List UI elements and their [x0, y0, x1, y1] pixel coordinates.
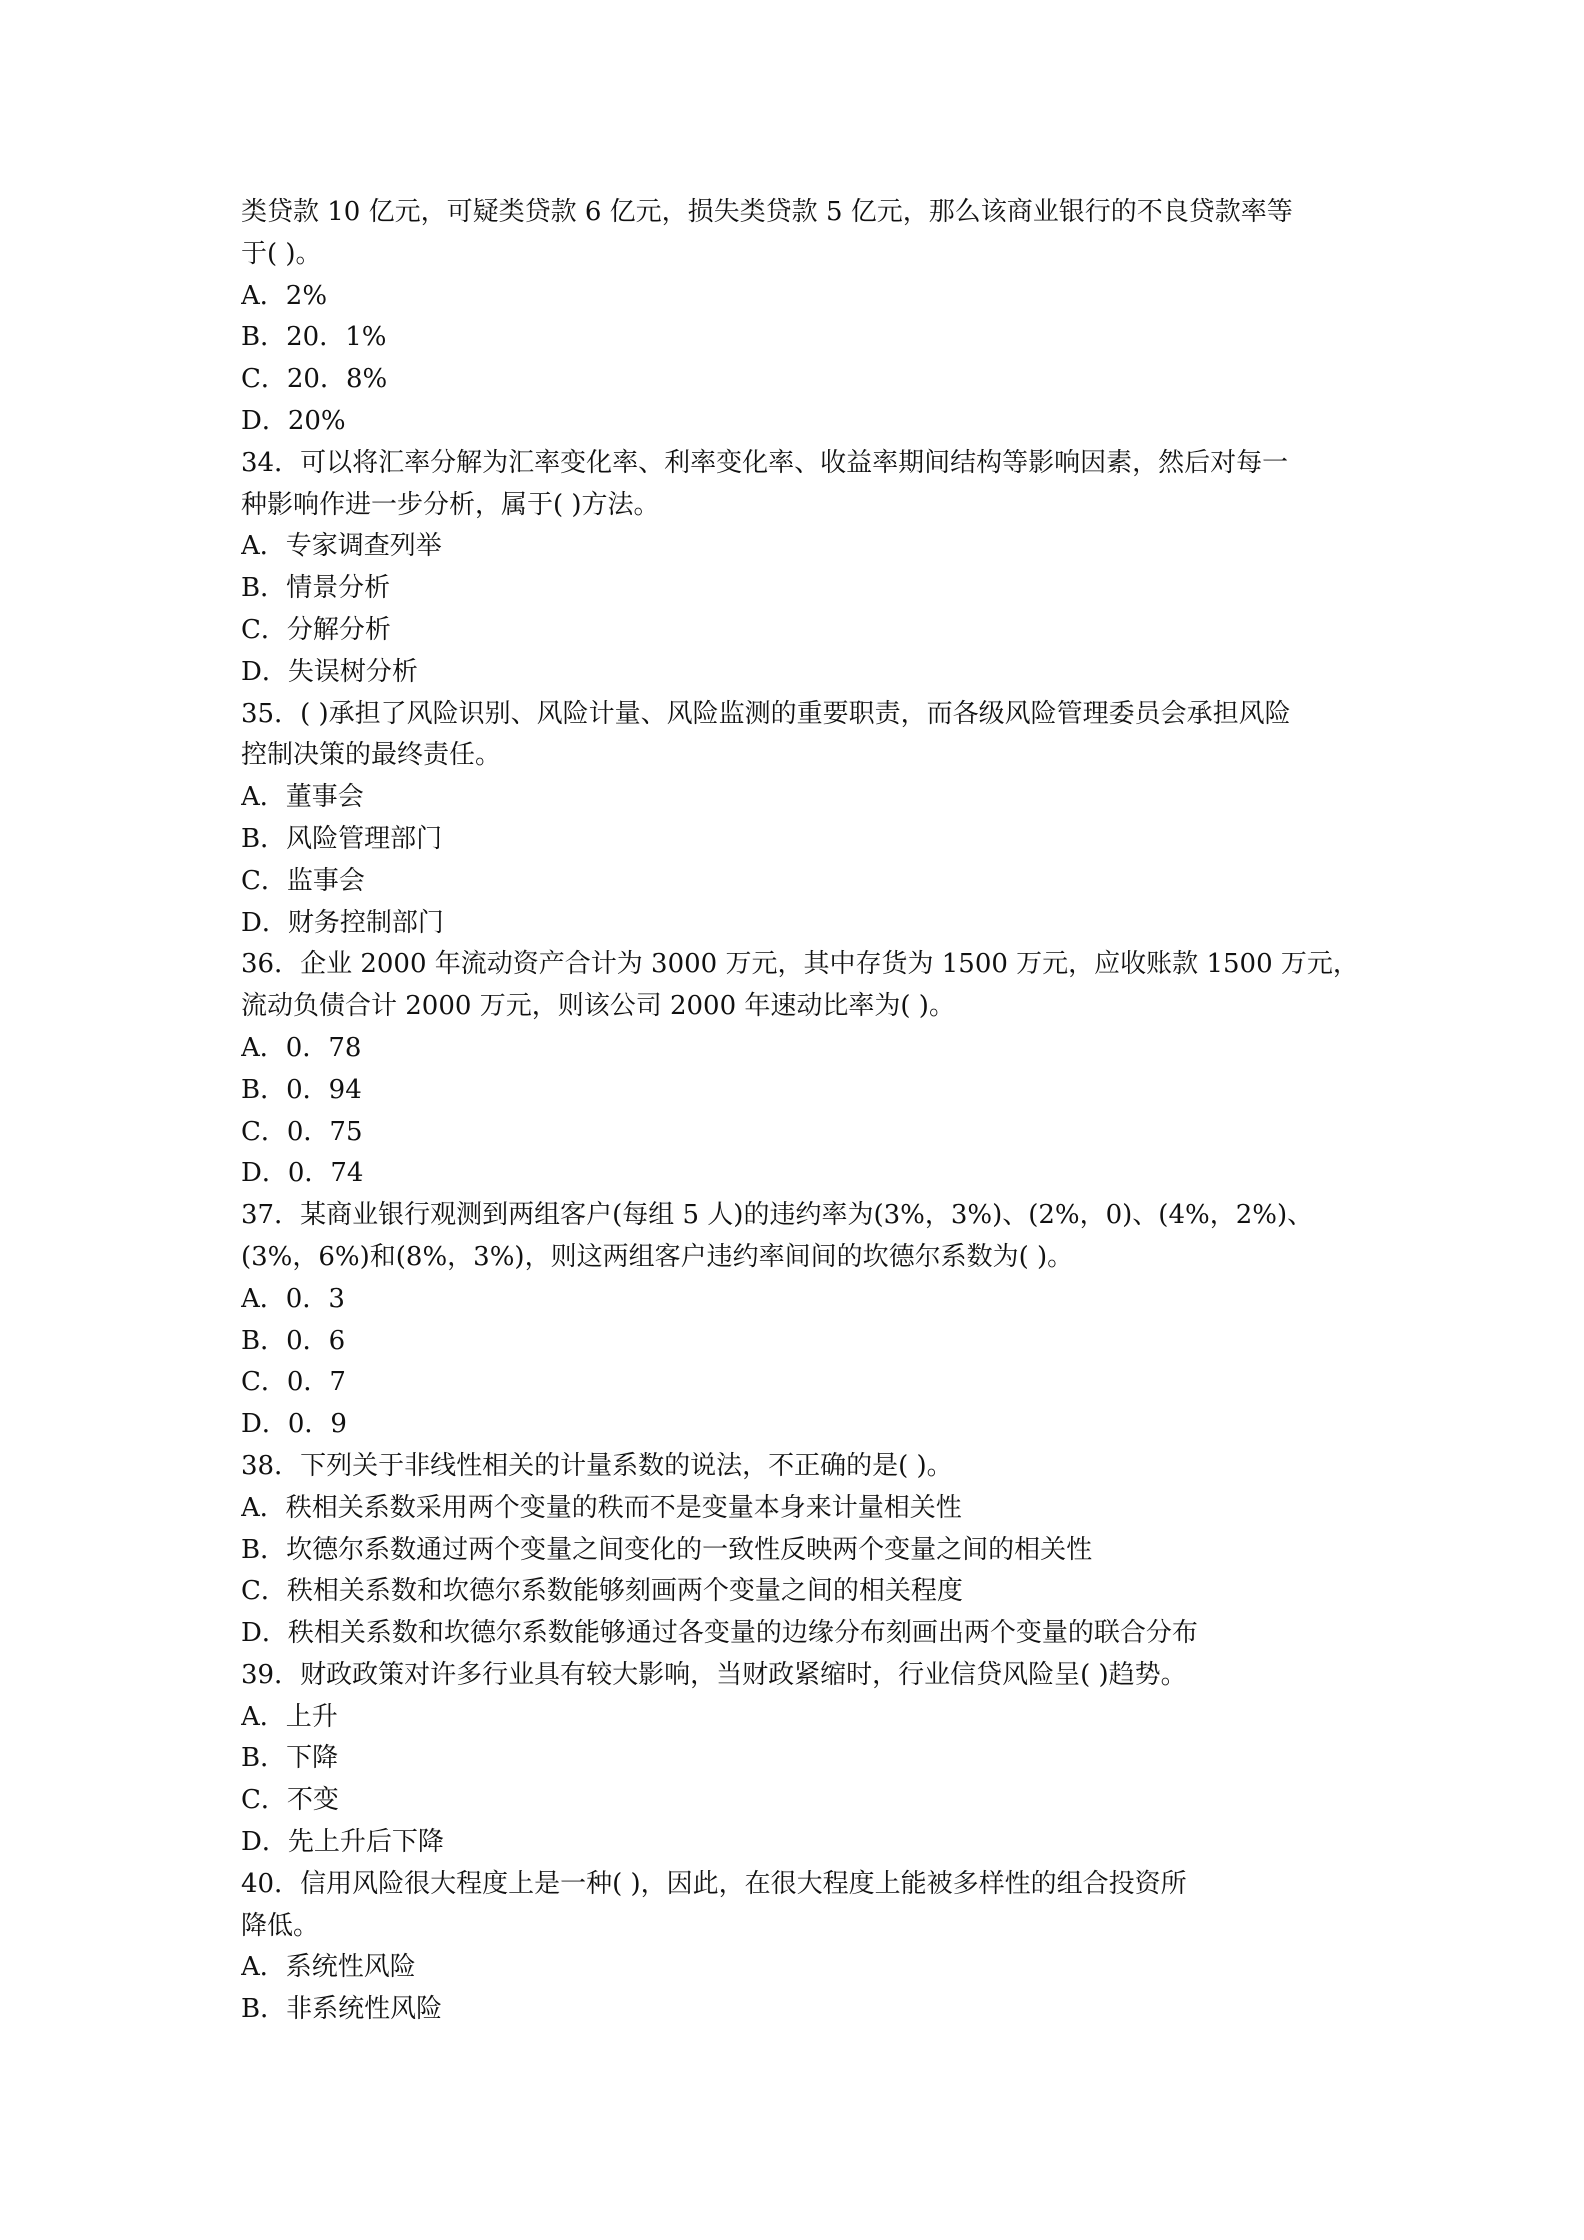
question-line: 34．可以将汇率分解为汇率变化率、利率变化率、收益率期间结构等影响因素，然后对每一: [241, 447, 1289, 478]
option-line: C．不变: [241, 1785, 339, 1816]
option-line: D．20%: [241, 405, 346, 436]
option-line: B．坎德尔系数通过两个变量之间变化的一致性反映两个变量之间的相关性: [241, 1534, 1093, 1565]
question-line: 36．企业 2000 年流动资产合计为 3000 万元，其中存货为 1500 万元，应收账款 1500 万元，: [241, 949, 1359, 980]
option-line: C．秩相关系数和坎德尔系数能够刻画两个变量之间的相关程度: [241, 1576, 963, 1607]
option-line: C．0．75: [241, 1116, 363, 1147]
option-line: B．0．6: [241, 1325, 346, 1356]
option-line: D．失误树分析: [241, 656, 418, 687]
option-line: C．分解分析: [241, 614, 391, 645]
text-line: 降低。: [241, 1910, 320, 1941]
option-line: A．董事会: [241, 782, 364, 813]
option-line: B．风险管理部门: [241, 823, 443, 854]
text-line: 种影响作进一步分析，属于( )方法。: [241, 489, 660, 520]
option-line: C．20．8%: [241, 364, 388, 395]
text-line: 控制决策的最终责任。: [241, 740, 502, 771]
option-line: A．系统性风险: [241, 1952, 416, 1983]
option-line: B．非系统性风险: [241, 1994, 443, 2025]
option-line: D．0．9: [241, 1409, 347, 1440]
option-line: B．0．94: [241, 1074, 362, 1105]
question-line: 40．信用风险很大程度上是一种( )，因此，在很大程度上能被多样性的组合投资所: [241, 1868, 1187, 1899]
option-line: A．专家调查列举: [241, 531, 442, 562]
question-line: 39．财政政策对许多行业具有较大影响，当财政紧缩时，行业信贷风险呈( )趋势。: [241, 1659, 1187, 1690]
text-line: 于( )。: [241, 238, 322, 269]
text-line: 流动负债合计 2000 万元，则该公司 2000 年速动比率为( )。: [241, 991, 955, 1022]
option-line: C．监事会: [241, 865, 365, 896]
text-line: (3%，6%)和(8%，3%)，则这两组客户违约率间间的坎德尔系数为( )。: [241, 1241, 1074, 1272]
question-line: 38．下列关于非线性相关的计量系数的说法，不正确的是( )。: [241, 1450, 953, 1481]
option-line: A．0．78: [241, 1032, 362, 1063]
question-line: 35．( )承担了风险识别、风险计量、风险监测的重要职责，而各级风险管理委员会承担风险: [241, 698, 1291, 729]
option-line: A．上升: [241, 1701, 338, 1732]
option-line: B．情景分析: [241, 573, 391, 604]
option-line: D．0．74: [241, 1158, 364, 1189]
option-line: C．0．7: [241, 1367, 346, 1398]
option-line: A．0．3: [241, 1283, 345, 1314]
document-page: [241, 192, 1361, 2031]
text-line: 类贷款 10 亿元，可疑类贷款 6 亿元，损失类贷款 5 亿元，那么该商业银行的不良贷款率等: [241, 197, 1293, 227]
option-line: D．先上升后下降: [241, 1827, 444, 1858]
option-line: D．财务控制部门: [241, 907, 444, 938]
option-line: B．20．1%: [241, 322, 387, 353]
option-line: A．2%: [241, 280, 328, 311]
question-line: 37．某商业银行观测到两组客户(每组 5 人)的违约率为(3%，3%)、(2%，0)、(4%，2%)、: [241, 1200, 1314, 1231]
option-line: B．下降: [241, 1743, 339, 1774]
option-line: A．秩相关系数采用两个变量的秩而不是变量本身来计量相关性: [241, 1492, 962, 1523]
option-line: D．秩相关系数和坎德尔系数能够通过各变量的边缘分布刻画出两个变量的联合分布: [241, 1618, 1198, 1649]
